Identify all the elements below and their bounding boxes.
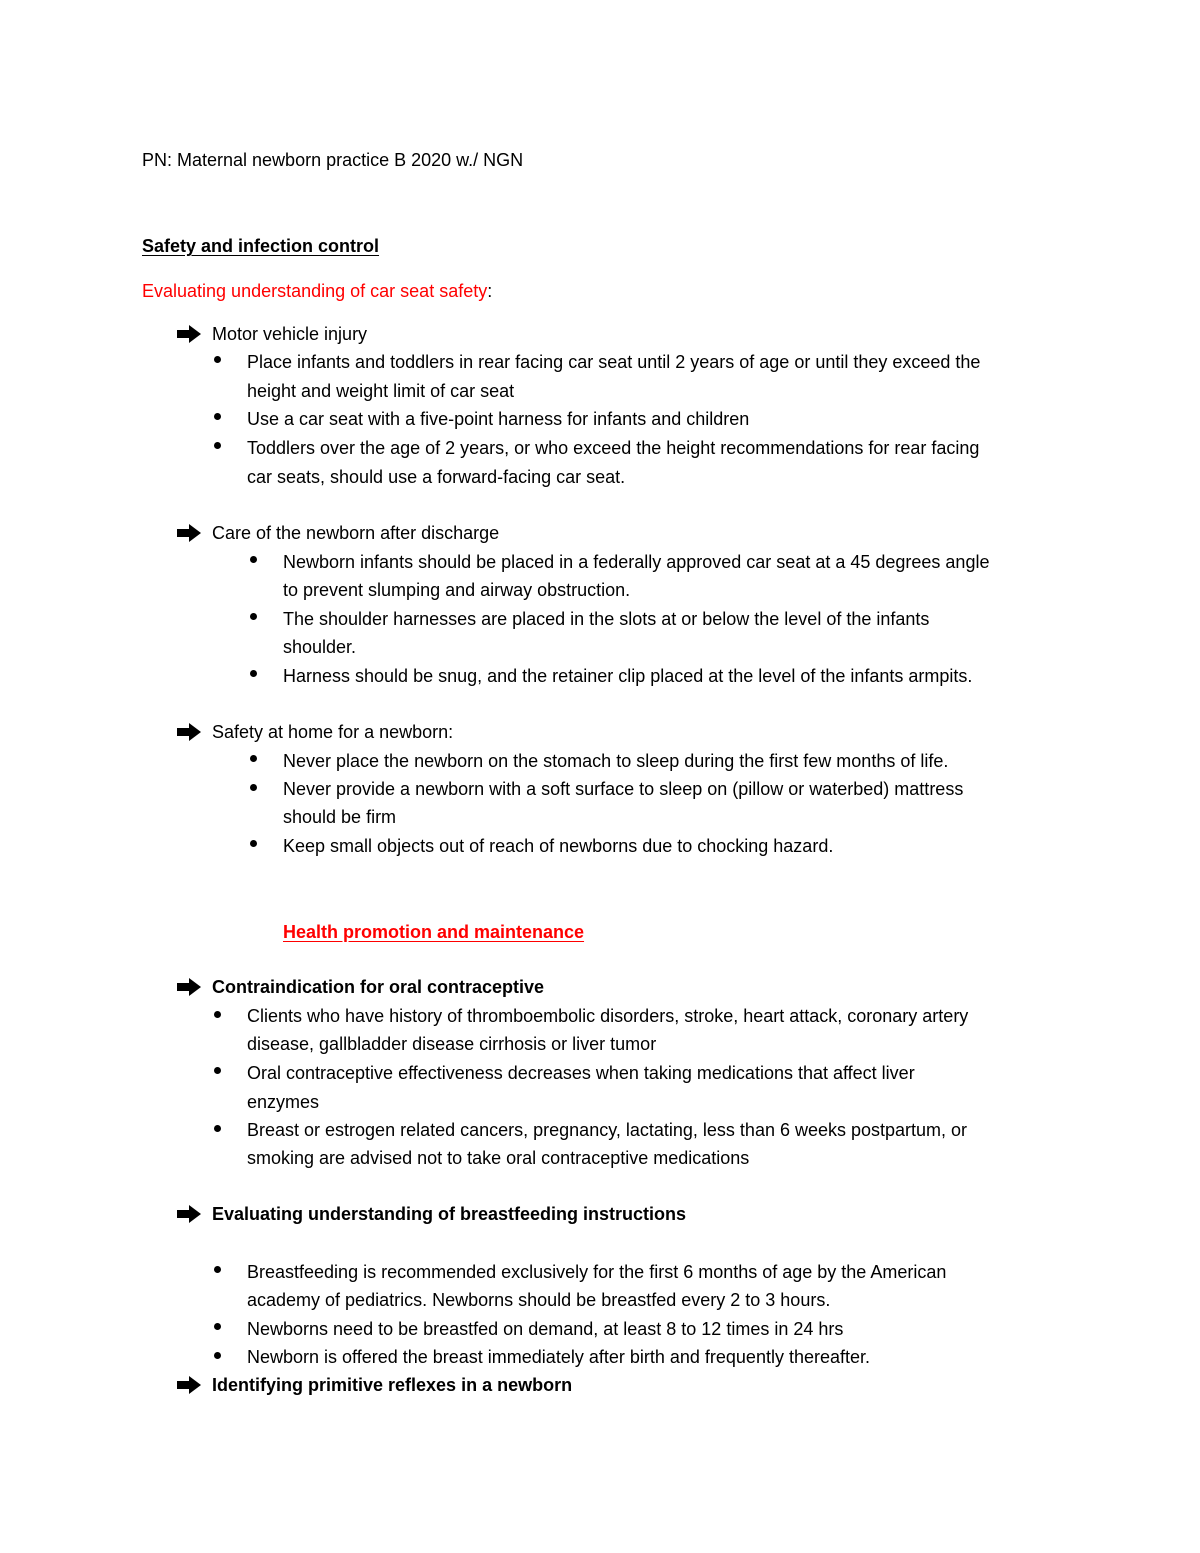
list-item: Use a car seat with a five-point harness for infants and children	[247, 409, 750, 429]
bullet-icon	[214, 1011, 221, 1018]
list-item: Newborn is offered the breast immediately after birth and frequently thereafter.	[247, 1347, 871, 1367]
bullet-icon	[214, 1266, 221, 1273]
list-item: Toddlers over the age of 2 years, or who exceed the height recommendations for rear facing	[247, 438, 980, 458]
bullet-icon	[214, 442, 221, 449]
section-heading-health-promotion: Health promotion and maintenance	[283, 922, 585, 942]
bullet-icon	[214, 413, 221, 420]
list-item-continuation: enzymes	[247, 1092, 320, 1112]
list-item: Clients who have history of thromboembolic disorders, stroke, heart attack, coronary artery	[247, 1006, 969, 1026]
subsection-car-seat-safety	[142, 279, 492, 303]
list-item-continuation: disease, gallbladder disease cirrhosis or liver tumor	[247, 1034, 657, 1054]
document-title: PN: Maternal newborn practice B 2020 w./ NGN	[142, 150, 524, 170]
group-heading-care-after-discharge: Care of the newborn after discharge	[212, 523, 500, 543]
subsection-label: Evaluating understanding of car seat safety	[142, 281, 488, 301]
group-heading-primitive-reflexes: Identifying primitive reflexes in a newborn	[212, 1375, 573, 1395]
list-item: Keep small objects out of reach of newborns due to chocking hazard.	[283, 836, 834, 856]
list-item: Never provide a newborn with a soft surface to sleep on (pillow or waterbed) mattress	[283, 779, 964, 799]
arrow-bullet-icon	[176, 978, 202, 996]
list-item-continuation: car seats, should use a forward-facing car seat.	[247, 467, 626, 487]
bullet-icon	[250, 670, 257, 677]
bullet-icon	[214, 356, 221, 363]
list-item-continuation: should be firm	[283, 807, 397, 827]
bullet-icon	[250, 755, 257, 762]
list-item: Breast or estrogen related cancers, pregnancy, lactating, less than 6 weeks postpartum, or	[247, 1120, 968, 1140]
section-heading-safety: Safety and infection control	[142, 236, 380, 256]
list-item-continuation: shoulder.	[283, 637, 357, 657]
list-item: Breastfeeding is recommended exclusively for the first 6 months of age by the American	[247, 1262, 947, 1282]
bullet-icon	[214, 1125, 221, 1132]
group-heading-contraindication: Contraindication for oral contraceptive	[212, 977, 545, 997]
group-heading-safety-at-home: Safety at home for a newborn:	[212, 722, 454, 742]
list-item: Never place the newborn on the stomach to sleep during the first few months of life.	[283, 751, 949, 771]
list-item: Place infants and toddlers in rear facing car seat until 2 years of age or until they exceed the	[247, 352, 981, 372]
arrow-bullet-icon	[176, 325, 202, 343]
bullet-icon	[250, 613, 257, 620]
list-item: Newborns need to be breastfed on demand, at least 8 to 12 times in 24 hrs	[247, 1319, 844, 1339]
arrow-bullet-icon	[176, 524, 202, 542]
bullet-icon	[250, 556, 257, 563]
bullet-icon	[214, 1067, 221, 1074]
bullet-icon	[214, 1323, 221, 1330]
bullet-icon	[214, 1352, 221, 1359]
arrow-bullet-icon	[176, 1376, 202, 1394]
bullet-icon	[250, 840, 257, 847]
list-item-continuation: to prevent slumping and airway obstruction.	[283, 580, 631, 600]
bullet-icon	[250, 784, 257, 791]
list-item: Harness should be snug, and the retainer clip placed at the level of the infants armpits.	[283, 666, 973, 686]
list-item-continuation: academy of pediatrics. Newborns should be breastfed every 2 to 3 hours.	[247, 1290, 831, 1310]
list-item: Newborn infants should be placed in a federally approved car seat at a 45 degrees angle	[283, 552, 990, 572]
list-item-continuation: smoking are advised not to take oral contraceptive medications	[247, 1148, 750, 1168]
list-item-continuation: height and weight limit of car seat	[247, 381, 515, 401]
group-heading-motor-vehicle: Motor vehicle injury	[212, 324, 368, 344]
arrow-bullet-icon	[176, 723, 202, 741]
subsection-colon: :	[487, 281, 493, 301]
group-heading-breastfeeding: Evaluating understanding of breastfeeding instructions	[212, 1204, 687, 1224]
list-item: Oral contraceptive effectiveness decreases when taking medications that affect liver	[247, 1063, 915, 1083]
list-item: The shoulder harnesses are placed in the slots at or below the level of the infants	[283, 609, 930, 629]
arrow-bullet-icon	[176, 1205, 202, 1223]
